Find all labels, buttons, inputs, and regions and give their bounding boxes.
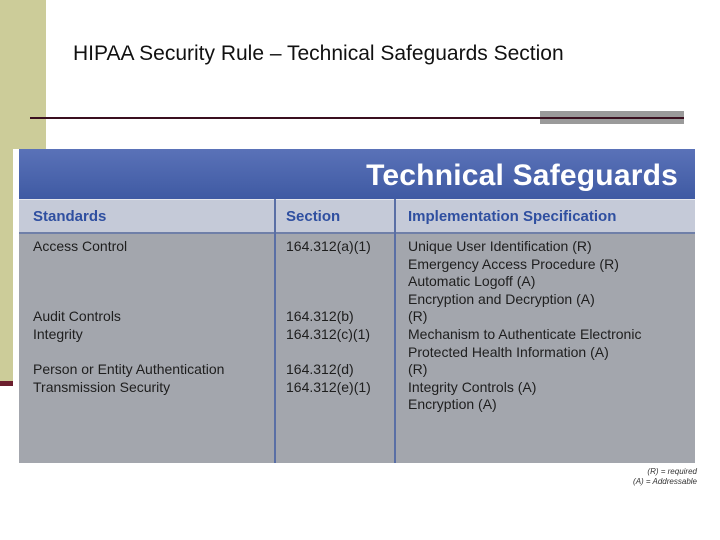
spec-cell: Protected Health Information (A) bbox=[408, 343, 609, 360]
sidebar-mark bbox=[0, 381, 14, 386]
section-cell bbox=[286, 291, 371, 309]
standard-cell bbox=[33, 256, 224, 274]
spec-cell: (R) bbox=[408, 361, 428, 378]
standard-cell bbox=[33, 291, 224, 309]
section-column bbox=[286, 238, 371, 414]
column-divider bbox=[274, 199, 276, 463]
section-cell: 164.312(e)(1) bbox=[286, 378, 371, 395]
safeguards-table bbox=[19, 149, 695, 463]
section-cell bbox=[286, 344, 371, 362]
legend-addressable: (A) = Addressable bbox=[633, 477, 697, 486]
standards-column bbox=[33, 238, 224, 414]
spec-cell: Unique User Identification (R) bbox=[408, 238, 592, 254]
spec-cell: (R) bbox=[408, 308, 428, 325]
standard-cell: Transmission Security bbox=[33, 378, 171, 395]
section-cell: 164.312(d) bbox=[286, 361, 354, 378]
standard-cell bbox=[33, 396, 224, 414]
table-legend bbox=[633, 467, 697, 487]
slide-title: HIPAA Security Rule – Technical Safeguards Section bbox=[73, 42, 564, 65]
section-cell bbox=[286, 396, 371, 414]
column-divider bbox=[394, 199, 396, 463]
spec-cell: Emergency Access Procedure (R) bbox=[408, 255, 619, 272]
standard-cell: Person or Entity Authentication bbox=[33, 361, 225, 378]
spec-cell: Automatic Logoff (A) bbox=[408, 273, 536, 290]
section-cell: 164.312(a)(1) bbox=[286, 238, 371, 254]
spec-cell: Encryption (A) bbox=[408, 396, 497, 413]
section-cell bbox=[286, 273, 371, 291]
legend-required: (R) = required bbox=[647, 467, 697, 476]
table-image bbox=[13, 149, 699, 489]
header-section: Section bbox=[286, 208, 341, 225]
section-cell: 164.312(b) bbox=[286, 308, 354, 325]
table-banner bbox=[19, 149, 695, 199]
title-divider-accent bbox=[540, 111, 684, 124]
specification-column bbox=[408, 238, 641, 414]
header-standards: Standards bbox=[33, 208, 107, 225]
table-title: Technical Safeguards bbox=[366, 159, 678, 192]
header-specification: Implementation Specification bbox=[408, 208, 617, 225]
standard-cell: Integrity bbox=[33, 325, 83, 342]
section-cell: 164.312(c)(1) bbox=[286, 325, 371, 342]
standard-cell: Audit Controls bbox=[33, 308, 121, 325]
spec-cell: Encryption and Decryption (A) bbox=[408, 290, 595, 307]
spec-cell: Integrity Controls (A) bbox=[408, 378, 537, 395]
standard-cell: Access Control bbox=[33, 238, 128, 254]
section-cell bbox=[286, 256, 371, 274]
standard-cell bbox=[33, 273, 224, 291]
table-header-row bbox=[19, 199, 695, 234]
spec-cell: Mechanism to Authenticate Electronic bbox=[408, 325, 642, 342]
standard-cell bbox=[33, 344, 224, 362]
